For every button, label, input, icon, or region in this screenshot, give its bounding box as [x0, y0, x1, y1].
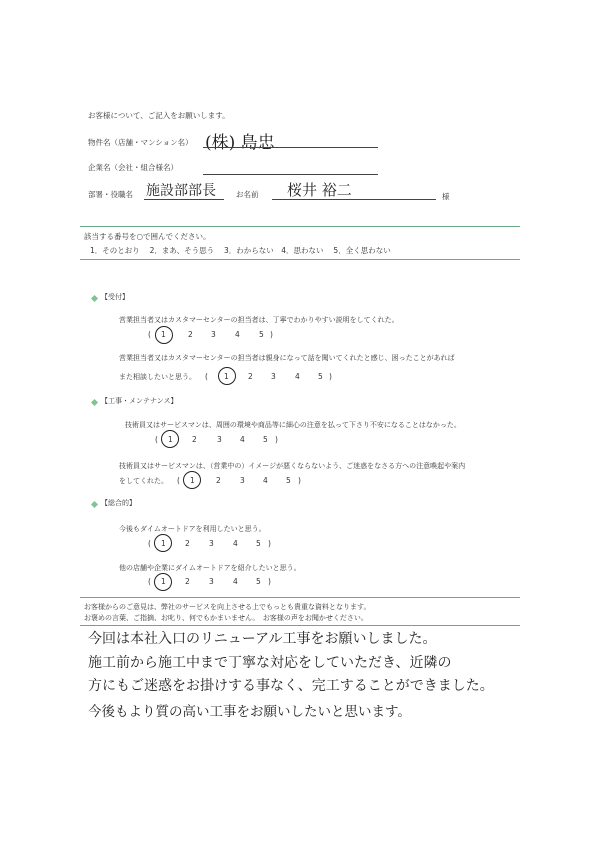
comment-line-1: 今回は本社入口のリニューアル工事をお願いしました。 — [88, 631, 437, 647]
company-label: 企業名（会社・組合様名） — [88, 163, 178, 172]
answer-circle — [161, 430, 179, 448]
section-bullet-icon — [91, 295, 98, 302]
answer-circle — [155, 326, 173, 344]
scale-legend: 1．そのとおり 2．まあ、そう思う 3．わからない 4．思わない 5．全く思わない — [90, 246, 391, 255]
comment-intro-line1: お客様からのご意見は、弊社のサービスを向上させる上でもっとも貴重な資料となります。 — [84, 603, 371, 611]
name-value: 桜井 裕二 — [287, 181, 352, 199]
construction-q2-line2: をしてくれた。 — [119, 477, 168, 485]
overall-q2-scale: ( 1 2 3 4 5 ) — [148, 577, 271, 586]
reception-q2-line1: 営業担当者又はカスタマーセンターの担当者は親身になって話を聞いてくれたと感じ、困ったことがあれば — [119, 354, 455, 362]
overall-q2: 他の店舗や企業にダイムオートドアを紹介したいと思う。 — [119, 564, 301, 572]
property-field-line — [203, 147, 378, 148]
company-field-line — [203, 174, 378, 175]
name-suffix: 様 — [442, 192, 450, 201]
construction-q2-scale: ( 1 2 3 4 5 ) — [177, 476, 301, 485]
reception-q2-scale: ( 1 2 3 4 5 ) — [205, 372, 332, 381]
answer-circle — [183, 471, 201, 489]
reception-q1-scale: ( 1 2 3 4 5 ) — [148, 330, 273, 339]
property-value: (株) 島忠 — [205, 133, 275, 153]
section-title-overall: 【総合的】 — [101, 499, 136, 507]
section-bullet-icon — [91, 501, 98, 508]
property-label: 物件名（店舗・マンション名） — [88, 138, 193, 147]
construction-q1: 技術員又はサービスマンは、周囲の環境や商品等に細心の注意を払って下さり不安になることはなかった。 — [125, 421, 461, 429]
comment-intro-bottom-rule — [80, 625, 520, 626]
answer-circle — [218, 367, 236, 385]
intro-text: お客様について、ご記入をお願いします。 — [88, 111, 230, 120]
section-title-reception: 【受付】 — [101, 293, 129, 301]
dept-label: 部署・役職名 — [88, 190, 133, 199]
overall-q1-scale: ( 1 2 3 4 5 ) — [148, 539, 271, 548]
dept-field-line — [144, 199, 224, 200]
construction-q2-line1: 技術員又はサービスマンは、（営業中の）イメージが悪くならないよう、ご迷惑をなさる方への注意喚起や案内 — [119, 462, 466, 470]
name-label: お名前 — [236, 190, 259, 199]
instruction-text: 該当する番号を○で囲んでください。 — [84, 232, 211, 241]
section-bullet-icon — [91, 399, 98, 406]
answer-circle — [154, 534, 172, 552]
construction-q1-scale: ( 1 2 3 4 5 ) — [155, 435, 278, 444]
comment-line-3: 方にもご迷惑をお掛けする事なく、完工することができました。 — [88, 678, 494, 694]
comment-top-rule — [80, 597, 520, 598]
answer-circle — [154, 573, 172, 591]
reception-q1: 営業担当者又はカスタマーセンターの担当者は、丁寧でわかりやすい説明をしてくれた。 — [119, 316, 399, 324]
dept-value: 施設部部長 — [146, 183, 216, 199]
reception-q2-line2: また相談したいと思う。 — [119, 373, 196, 381]
instruction-top-rule — [80, 226, 520, 227]
comment-line-2: 施工前から施工中まで丁寧な対応をしていただき、近隣の — [88, 655, 452, 671]
instruction-bottom-rule — [80, 259, 520, 260]
overall-q1: 今後もダイムオートドアを利用したいと思う。 — [119, 525, 266, 533]
section-title-construction: 【工事・メンテナンス】 — [101, 397, 178, 405]
comment-intro-line2: お褒めの言葉、ご指摘、お叱り、何でもかまいません。 お客様の声をお聞かせください。 — [84, 614, 368, 622]
name-field-line — [272, 199, 436, 200]
comment-line-4: 今後もより質の高い工事をお願いしたいと思います。 — [88, 704, 411, 720]
